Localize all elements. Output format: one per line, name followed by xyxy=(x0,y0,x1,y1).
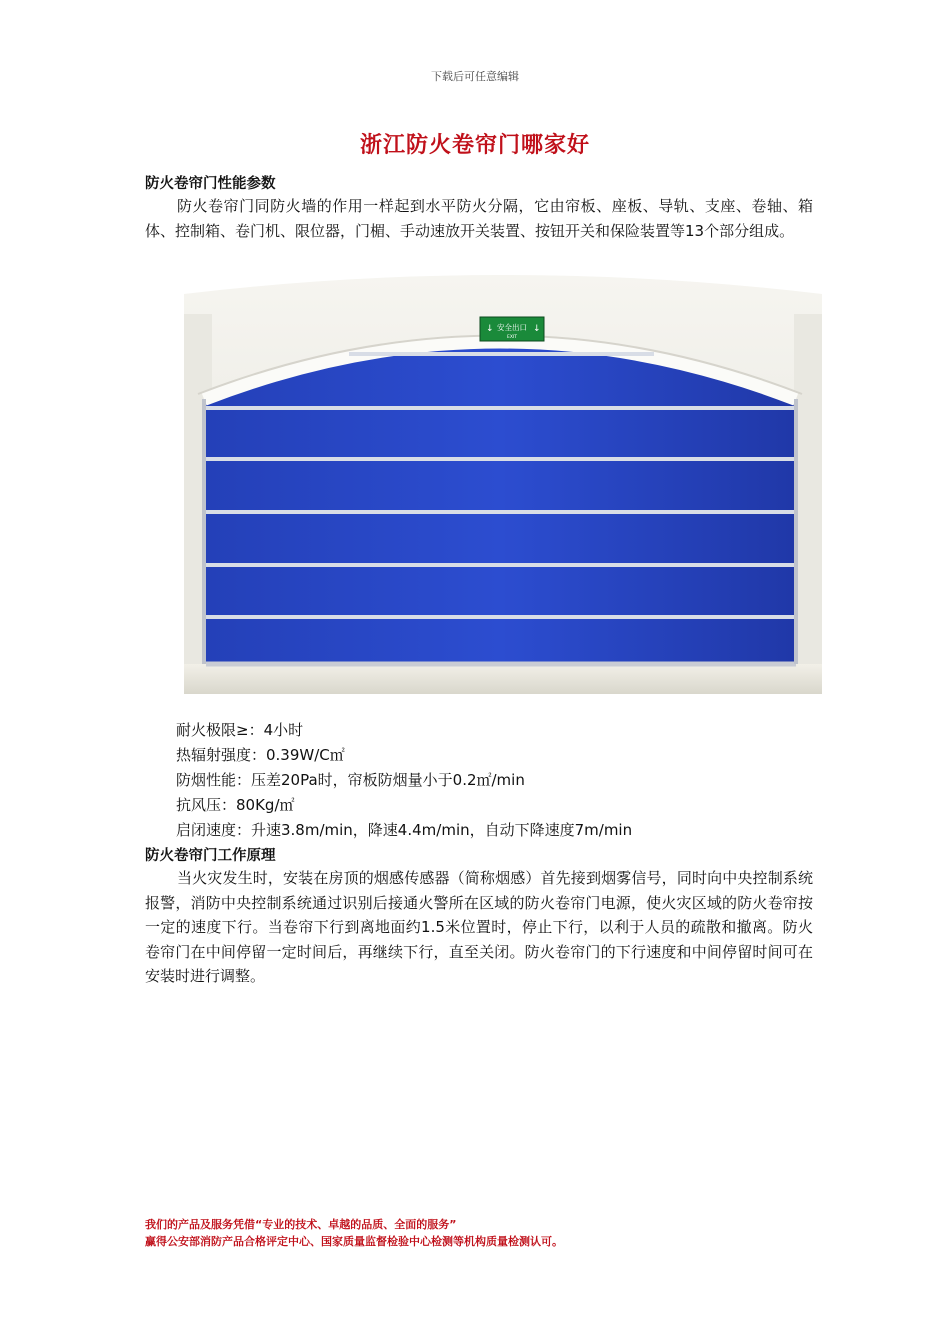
page-title: 浙江防火卷帘门哪家好 xyxy=(359,133,590,158)
spec-heat-radiation: 热辐射强度：0.39W/C㎡ xyxy=(176,746,345,764)
spec-smoke-performance: 防烟性能：压差20Pa时，帘板防烟量小于0.2㎡/min xyxy=(176,771,525,789)
section-heading-principle: 防火卷帘门工作原理 xyxy=(145,848,276,864)
exit-sign-cn: 安全出口 xyxy=(497,323,527,332)
left-guide-rail xyxy=(202,399,206,664)
exit-sign-en: EXIT xyxy=(506,335,518,340)
fire-shutter-photo xyxy=(184,274,822,694)
spec-wind-pressure: 抗风压：80Kg/㎡ xyxy=(176,796,295,814)
section-heading-performance: 防火卷帘门性能参数 xyxy=(145,176,276,192)
right-guide-rail xyxy=(794,399,798,664)
spec-fire-resistance: 耐火极限≥：4小时 xyxy=(176,721,304,739)
footer-line-1: 我们的产品及服务凭借“专业的技术、卓越的品质、全面的服务” xyxy=(145,1218,457,1231)
exit-sign xyxy=(480,317,544,341)
header-note: 下载后可任意编辑 xyxy=(431,70,519,83)
footer-line-2: 赢得公安部消防产品合格评定中心、国家质量监督检验中心检测等机构质量检测认可。 xyxy=(145,1235,563,1248)
spec-opening-speed: 启闭速度：升速3.8m/min，降速4.4m/min，自动下降速度7m/min xyxy=(176,821,633,839)
principle-paragraph: 当火灾发生时，安装在房顶的烟感传感器（简称烟感）首先接到烟雾信号，同时向中央控制系统报警，消防中央控制系统通过识别后接通火警所在区域的防火卷帘门电源，使火灾区域的防火卷帘按一定的速度下行。当卷帘下行到离地面约1.5米位置时，停止下行，以利于人员的疏散和撤离。防火卷帘门在中间停留一定时间后，再继续下行，直至关闭。防火卷帘门的下行速度和中间停留时间可在安装时进行调整。 xyxy=(145,869,813,985)
exit-arrow-icon: ↓ xyxy=(533,324,541,334)
exit-arrow-icon: ↓ xyxy=(486,324,494,334)
intro-paragraph: 防火卷帘门同防火墙的作用一样起到水平防火分隔，它由帘板、座板、导轨、支座、卷轴、箱体、控制箱、卷门机、限位器，门楣、手动速放开关装置、按钮开关和保险装置等13个部分组成。 xyxy=(145,197,813,240)
floor xyxy=(184,664,822,694)
